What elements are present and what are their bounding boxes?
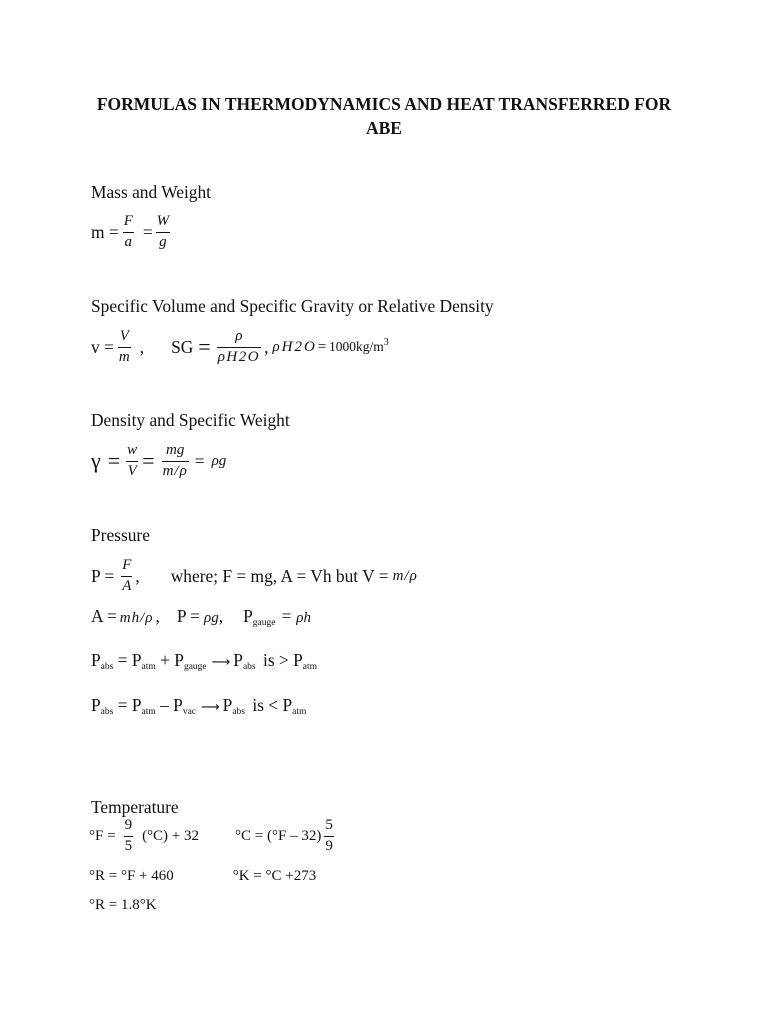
nine-fifths-fraction [124, 818, 134, 854]
mass-formula [91, 214, 170, 250]
weight-over-gravity-fraction [156, 214, 171, 250]
absolute-gauge-pressure-formula [91, 650, 317, 673]
fraction-numerator: V [119, 328, 129, 344]
gamma-symbol: γ [91, 448, 101, 473]
area-lhs: A = [91, 606, 117, 626]
pressure-expression: ρg [204, 610, 219, 626]
fraction-denominator: m/ρ [162, 461, 189, 480]
comma: , [135, 566, 140, 586]
five-ninths-fraction [324, 818, 334, 854]
mass-lhs: m = [91, 222, 119, 242]
pressure-subscript: gauge [183, 662, 207, 672]
pressure-subscript: atm [141, 662, 156, 672]
fahrenheit-lhs: °F = [89, 828, 116, 844]
density-ratio-fraction [217, 329, 261, 365]
celsius-formula: °C = (°F – 32) [235, 828, 322, 844]
section-heading-density-specific-weight: Density and Specific Weight [91, 410, 290, 430]
unit-exponent: 3 [383, 337, 389, 348]
pressure-subscript: vac [182, 707, 197, 717]
pressure-subscript: atm [141, 707, 156, 717]
pressure-subscript: atm [302, 662, 318, 672]
fraction-numerator: 5 [325, 817, 333, 833]
gauge-pressure-symbol: P [243, 606, 253, 626]
force-over-acceleration-fraction [123, 214, 134, 250]
comma: , [218, 606, 224, 626]
equals-sign: = [281, 606, 292, 626]
area-expression: mh/ρ [119, 610, 154, 626]
absolute-vacuum-pressure-formula [91, 695, 306, 718]
pressure-term: P [233, 650, 243, 670]
document-title: FORMULAS IN THERMODYNAMICS AND HEAT TRANSFERRED FOR ABE [96, 94, 672, 138]
fraction-numerator: F [123, 213, 133, 229]
equals-sign: = [198, 334, 211, 359]
implies-arrow-icon: ⟶ [211, 655, 231, 670]
fraction-denominator: A [121, 576, 132, 595]
mg-over-volume-fraction [162, 443, 189, 479]
pressure-subscript: abs [100, 707, 114, 717]
pressure-subscript: abs [242, 662, 256, 672]
fraction-denominator: 9 [324, 836, 334, 855]
pressure-term: is < P [248, 695, 293, 715]
water-density-value: 1000kg/m [328, 339, 384, 354]
pressure-term: is > P [258, 650, 303, 670]
pressure-term: – P [155, 695, 183, 715]
pressure-definition-formula [91, 558, 418, 594]
section-heading-pressure: Pressure [91, 525, 150, 545]
fahrenheit-rhs: (°C) + 32 [142, 828, 200, 844]
volume-expression: m/ρ [392, 568, 418, 584]
fraction-denominator: ρH2O [217, 347, 261, 366]
pressure-term: = P [113, 650, 142, 670]
implies-arrow-icon: ⟶ [201, 700, 220, 715]
pressure-subscript: atm [292, 707, 307, 717]
pressure-term: = P [113, 695, 142, 715]
fraction-numerator: F [122, 557, 132, 573]
section-heading-temperature: Temperature [91, 797, 179, 817]
fraction-denominator: m [118, 347, 131, 366]
equals-sign: = [142, 222, 153, 242]
weight-over-volume-fraction [126, 443, 138, 479]
kelvin-formula: °K = °C +273 [232, 868, 317, 884]
section-heading-specific-volume-gravity: Specific Volume and Specific Gravity or Relative Density [91, 296, 494, 316]
pressure-term: + P [155, 650, 184, 670]
rho-g-expression: ρg [211, 453, 227, 469]
pressure-subscript: abs [232, 707, 246, 717]
fraction-numerator: ρ [235, 328, 243, 344]
force-over-area-fraction [121, 558, 132, 594]
comma: , [155, 606, 160, 626]
fraction-numerator: mg [166, 442, 185, 458]
comma: , [264, 337, 269, 357]
temperature-conversion-formula [89, 818, 334, 854]
specific-volume-lhs: v = [91, 337, 114, 357]
pressure-subscript: abs [100, 662, 114, 672]
gauge-pressure-expression: ρh [296, 610, 311, 626]
gauge-subscript: gauge [252, 618, 276, 628]
equals-sign: = [194, 451, 205, 471]
water-density-expression [272, 335, 388, 359]
pressure-term: P [91, 695, 101, 715]
pressure-lhs: P = [91, 566, 115, 586]
fraction-numerator: w [127, 442, 138, 458]
equals-sign: = [142, 448, 155, 473]
water-density-symbol: ρH2O= [272, 339, 329, 355]
specific-gravity-lhs: SG [171, 337, 194, 357]
volume-over-mass-fraction [118, 329, 131, 365]
fraction-denominator: a [123, 232, 134, 251]
pressure-term: P [222, 695, 233, 715]
rankine-kelvin-formula-row [89, 896, 157, 914]
specific-weight-formula [91, 443, 226, 479]
fraction-denominator: V [126, 461, 138, 480]
absolute-temperature-formulas [89, 867, 316, 885]
rankine-kelvin-formula: °R = 1.8°K [89, 897, 157, 913]
equals-sign: = [107, 448, 121, 473]
where-clause: where; F = mg, A = Vh but V = [170, 566, 389, 586]
fraction-denominator: g [156, 232, 171, 251]
section-heading-mass-and-weight: Mass and Weight [91, 182, 212, 202]
specific-volume-gravity-formula [91, 329, 389, 365]
fraction-numerator: W [156, 213, 170, 229]
rankine-formula: °R = °F + 460 [89, 868, 174, 884]
pressure-lhs: P = [176, 606, 201, 626]
fraction-denominator: 5 [124, 836, 134, 855]
pressure-relations-formula [91, 606, 311, 628]
pressure-term: P [91, 650, 101, 670]
comma: , [139, 337, 145, 357]
fraction-numerator: 9 [124, 817, 133, 833]
